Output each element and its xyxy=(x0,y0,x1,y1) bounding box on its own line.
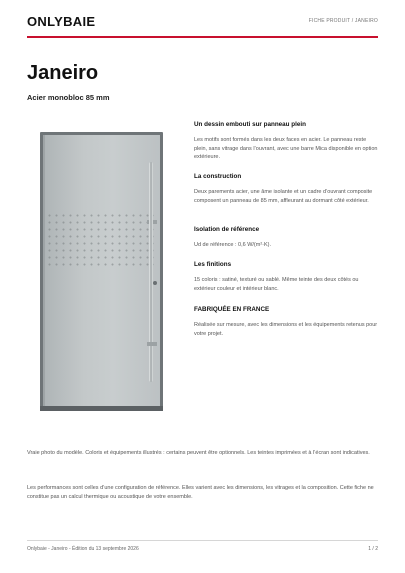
brand-logo: ONLYBAIE xyxy=(27,14,96,29)
section-heading: Les finitions xyxy=(194,261,232,268)
performance-disclaimer: Les performances sont celles d’une configuration de référence. Elles varient avec les dimensions, les vitrages et la composition. Cette fiche ne constitue pas un calcul thermique ou acoustique de votre ensemble. xyxy=(27,485,374,500)
footer-edition: Onlybaie - Janeiro - Édition du 13 septembre 2026 xyxy=(27,546,139,552)
section-heading: La construction xyxy=(194,173,242,180)
section-heading: FABRIQUÉE EN FRANCE xyxy=(194,306,270,313)
section-finishes xyxy=(194,261,380,293)
door-edge xyxy=(43,135,45,408)
photo-disclaimer: Vraie photo du modèle. Coloris et équipements illustrés : certains peuvent être optionnels. Les teintes imprimées et à l’écran sont indicatives. xyxy=(27,450,370,456)
section-text: Ud de référence : 0,6 W/(m²·K). xyxy=(194,242,272,248)
product-subtitle: Acier monobloc 85 mm xyxy=(27,93,110,102)
section-heading: Un dessin embouti sur panneau plein xyxy=(194,121,306,128)
lock-cylinder xyxy=(153,281,157,285)
section-text: 15 coloris : satiné, texturé ou sablé. Même teinte des deux côtés ou extérieur couleur et intérieur blanc. xyxy=(194,277,359,292)
section-text: Réalisée sur mesure, avec les dimensions et les équipements retenus pour votre projet. xyxy=(194,322,378,337)
embossed-pattern xyxy=(46,212,154,268)
door-panel xyxy=(43,135,160,408)
section-text: Les motifs sont formés dans les deux faces en acier. Le panneau reste plein, sans vitrage dans l’ouvrant, avec une barre Mica disponible en option extérieure. xyxy=(194,137,378,161)
breadcrumb: FICHE PRODUIT / JANEIRO xyxy=(308,18,378,24)
section-heading: Isolation de référence xyxy=(194,226,260,233)
section-construction xyxy=(194,173,380,205)
section-text: Deux parements acier, une âme isolante et un cadre d’ouvrant composite composent un panneau de 85 mm, affleurant au dormant côté extérieur. xyxy=(194,189,373,204)
door-photo xyxy=(40,132,163,411)
door-threshold xyxy=(40,406,163,411)
section-design xyxy=(194,121,380,162)
handle-mount-bottom xyxy=(147,342,157,346)
page-title: Janeiro xyxy=(27,62,99,84)
footer-divider xyxy=(27,540,378,541)
pull-handle xyxy=(149,162,153,382)
page-number: 1 / 2 xyxy=(368,546,378,552)
section-insulation xyxy=(194,226,380,250)
section-made-in-france xyxy=(194,306,380,338)
header-divider xyxy=(27,36,378,38)
